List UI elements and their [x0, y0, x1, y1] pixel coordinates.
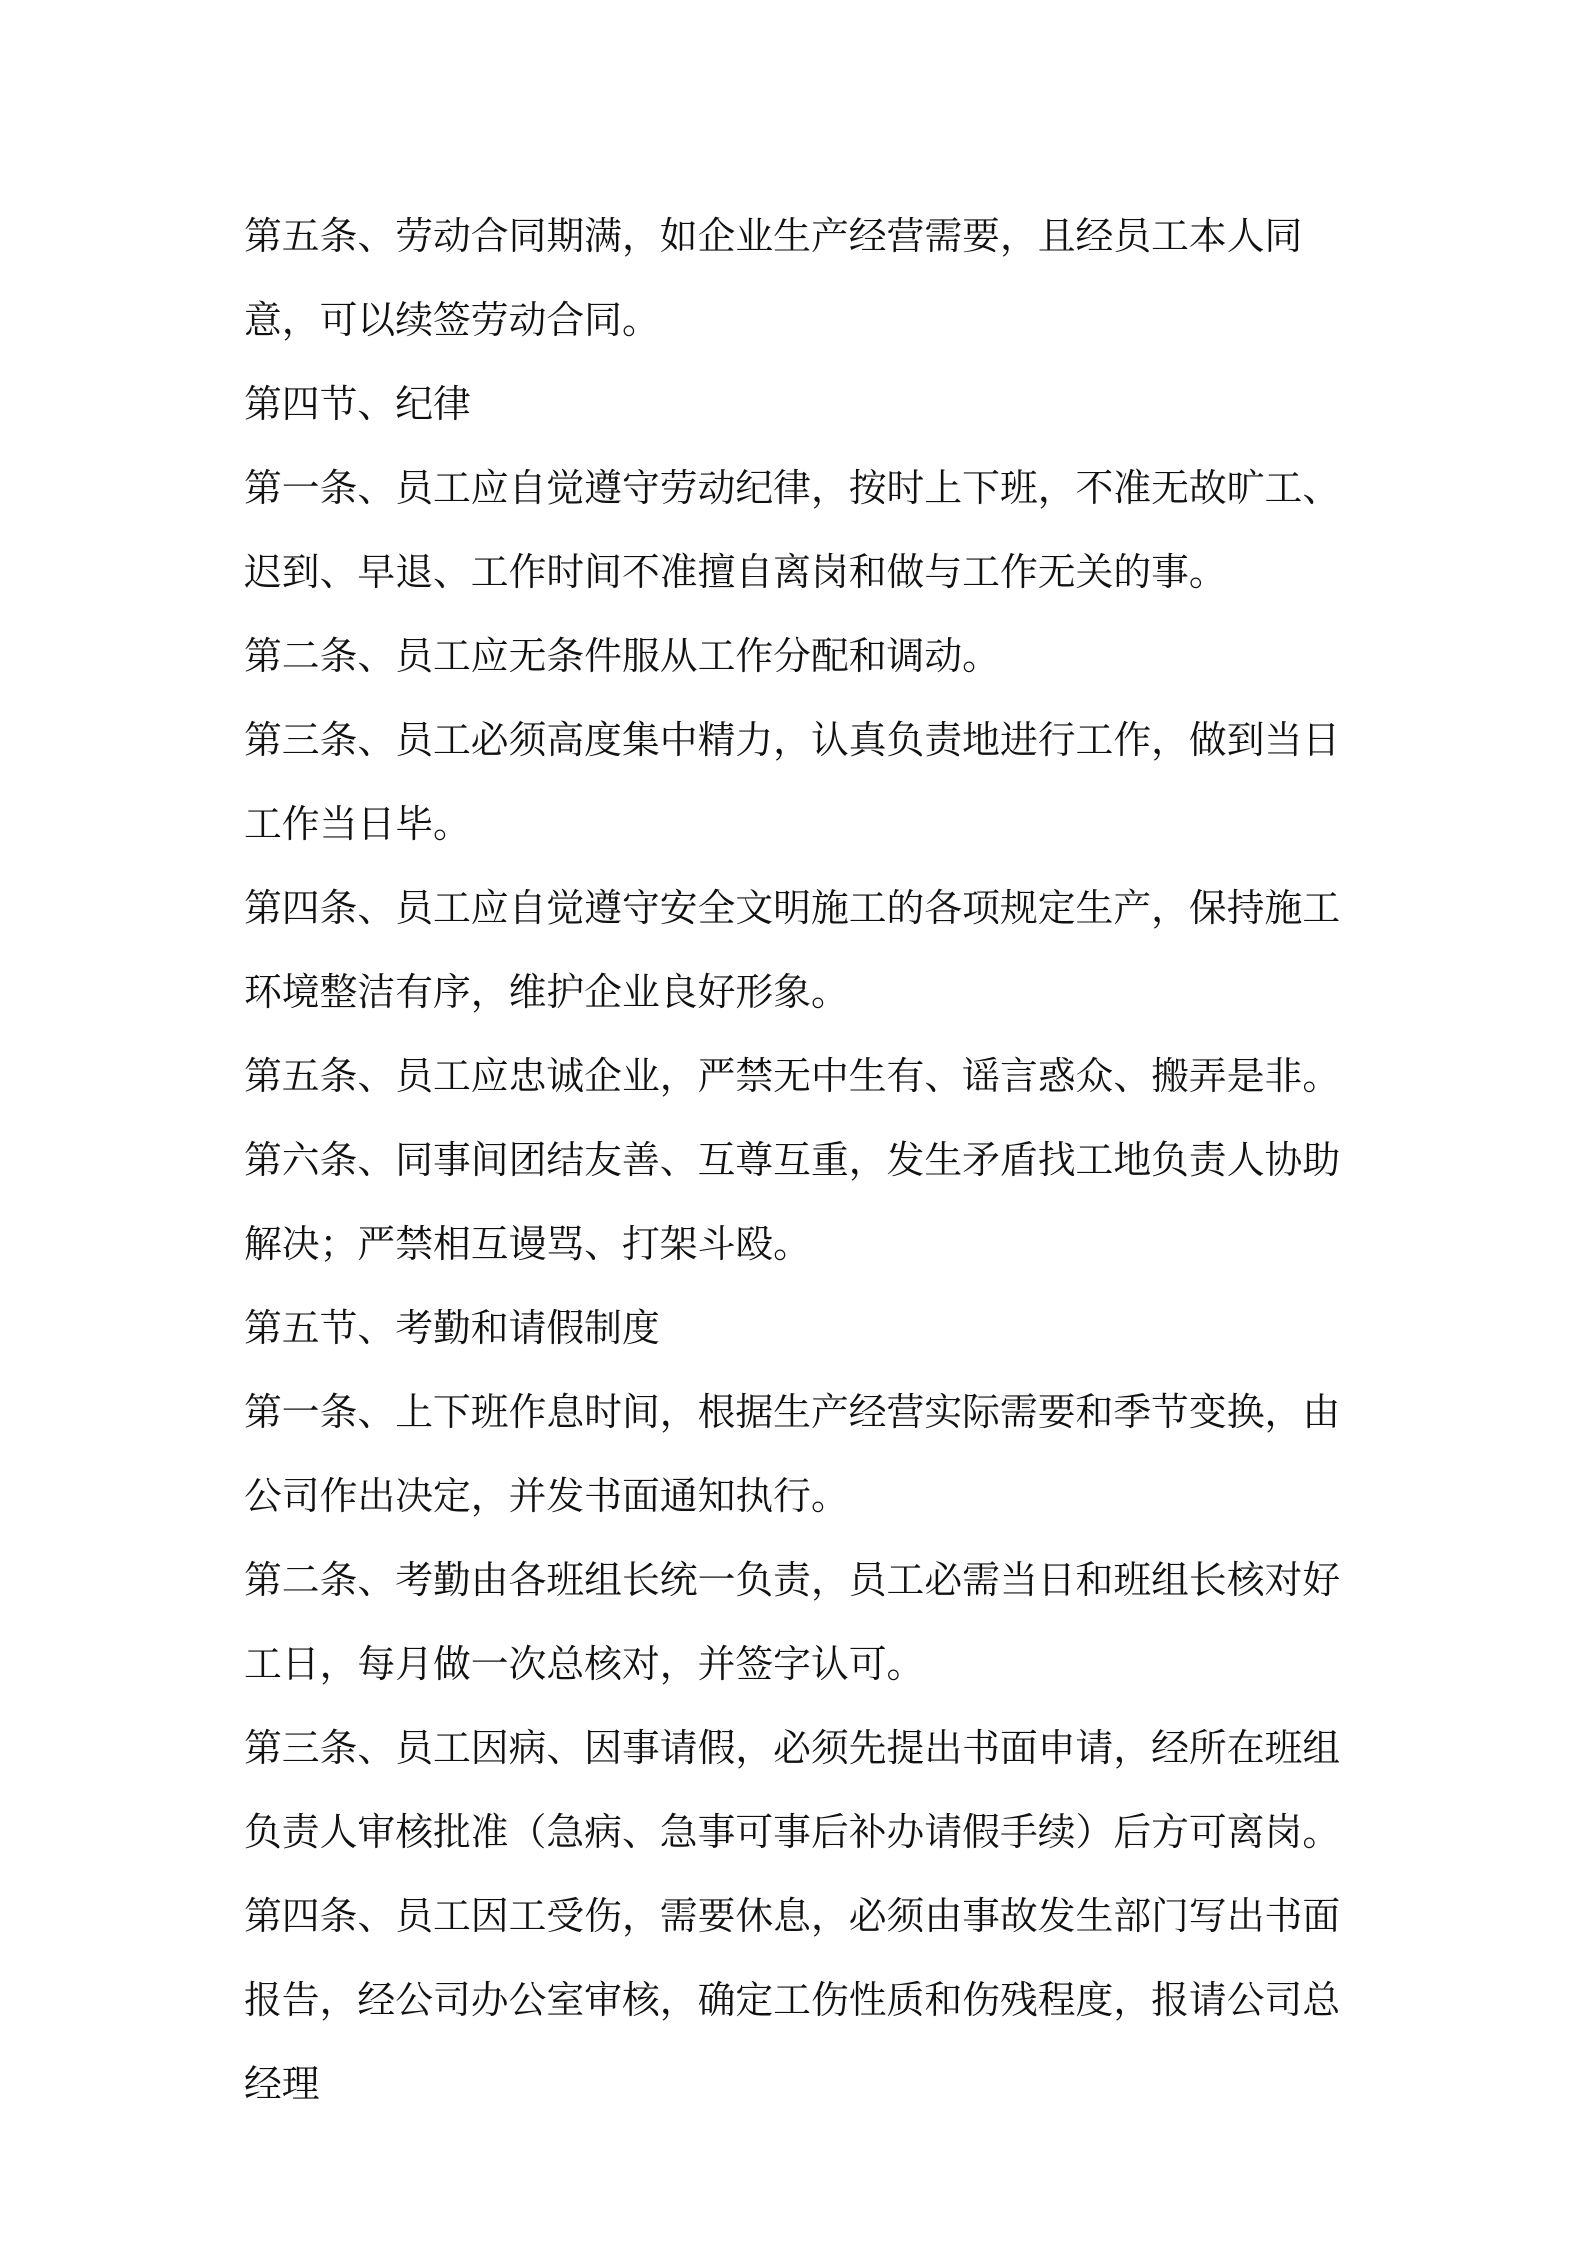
paragraph-discipline-article-5: 第五条、员工应忠诚企业，严禁无中生有、谣言惑众、搬弄是非。 [244, 1054, 1341, 1098]
paragraph-discipline-article-4: 第四条、员工应自觉遵守安全文明施工的各项规定生产，保持施工环境整洁有序，维护企业良好形象。 [244, 886, 1341, 1014]
paragraph-attendance-article-2: 第二条、考勤由各班组长统一负责，员工必需当日和班组长核对好工日，每月做一次总核对，并签字认可。 [244, 1558, 1341, 1686]
paragraph-attendance-article-3: 第三条、员工因病、因事请假，必须先提出书面申请，经所在班组负责人审核批准（急病、急事可事后补办请假手续）后方可离岗。 [244, 1726, 1341, 1854]
document-body [244, 194, 1360, 2126]
paragraph-attendance-article-4: 第四条、员工因工受伤，需要休息，必须由事故发生部门写出书面报告，经公司办公室审核，确定工伤性质和伤残程度，报请公司总经理 [244, 1894, 1341, 2106]
paragraph-discipline-article-2: 第二条、员工应无条件服从工作分配和调动。 [244, 634, 1000, 678]
section-heading-attendance-leave: 第五节、考勤和请假制度 [244, 1306, 660, 1350]
paragraph-discipline-article-3: 第三条、员工必须高度集中精力，认真负责地进行工作，做到当日工作当日毕。 [244, 718, 1341, 846]
paragraph-discipline-article-6: 第六条、同事间团结友善、互尊互重，发生矛盾找工地负责人协助解决；严禁相互谩骂、打架斗殴。 [244, 1138, 1341, 1266]
paragraph-discipline-article-1: 第一条、员工应自觉遵守劳动纪律，按时上下班，不准无故旷工、迟到、早退、工作时间不准擅自离岗和做与工作无关的事。 [244, 466, 1341, 594]
paragraph-article-5-contract-renewal: 第五条、劳动合同期满，如企业生产经营需要，且经员工本人同意，可以续签劳动合同。 [244, 214, 1303, 342]
paragraph-attendance-article-1: 第一条、上下班作息时间，根据生产经营实际需要和季节变换，由公司作出决定，并发书面通知执行。 [244, 1390, 1341, 1518]
section-heading-discipline: 第四节、纪律 [244, 382, 471, 426]
